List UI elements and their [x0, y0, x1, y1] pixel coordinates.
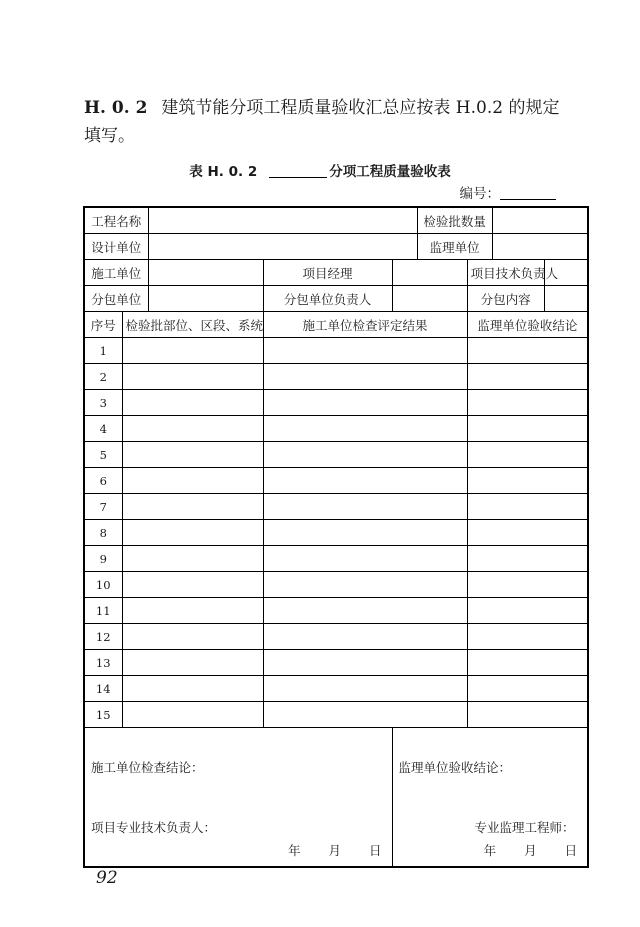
row-number: 5: [84, 442, 122, 468]
row-construction-cell[interactable]: [263, 676, 467, 702]
table-row: [84, 520, 588, 546]
page-number: 92: [96, 868, 118, 888]
row-supervision-cell[interactable]: [467, 624, 588, 650]
row-supervision-cell[interactable]: [467, 676, 588, 702]
label-supervision-unit: 监理单位: [417, 234, 492, 260]
row-construction-cell[interactable]: [263, 442, 467, 468]
label-batch-count: 检验批数量: [417, 207, 492, 234]
row-construction-cell[interactable]: [263, 598, 467, 624]
supervision-conclusion-cell[interactable]: [392, 728, 588, 868]
value-project-manager[interactable]: [392, 260, 467, 286]
info-row-3: [84, 260, 588, 286]
row-supervision-cell[interactable]: [467, 650, 588, 676]
row-number: 14: [84, 676, 122, 702]
value-design-unit[interactable]: [148, 234, 417, 260]
label-tech-lead: 项目技术负责人: [467, 260, 544, 286]
table-row: [84, 442, 588, 468]
value-supervision-unit[interactable]: [492, 234, 588, 260]
row-number: 12: [84, 624, 122, 650]
row-location-cell[interactable]: [122, 390, 263, 416]
supervision-signer-label: 专业监理工程师：: [474, 820, 575, 835]
row-supervision-cell[interactable]: [467, 598, 588, 624]
serial-label: 编号：: [459, 186, 500, 202]
table-row: [84, 390, 588, 416]
table-row: [84, 364, 588, 390]
label-subcontractor-lead: 分包单位负责人: [263, 286, 392, 312]
table-row: [84, 494, 588, 520]
table-title: 分项工程质量验收表: [329, 164, 451, 180]
clause-text: 建筑节能分项工程质量验收汇总应按表 H.0.2 的规定填写。: [84, 98, 560, 146]
row-number: 11: [84, 598, 122, 624]
row-number: 15: [84, 702, 122, 728]
value-subcontractor-lead[interactable]: [392, 286, 467, 312]
row-supervision-cell[interactable]: [467, 546, 588, 572]
label-subcontract-content: 分包内容: [467, 286, 544, 312]
conclusion-row: [84, 728, 588, 868]
row-construction-cell[interactable]: [263, 702, 467, 728]
row-supervision-cell[interactable]: [467, 338, 588, 364]
value-subcontract-content[interactable]: [544, 286, 588, 312]
column-header-row: [84, 312, 588, 338]
row-supervision-cell[interactable]: [467, 572, 588, 598]
row-location-cell[interactable]: [122, 364, 263, 390]
supervision-date: 年 月 日: [483, 843, 578, 858]
construction-conclusion-title: 施工单位检查结论：: [91, 760, 204, 775]
table-row: [84, 598, 588, 624]
table-row: [84, 572, 588, 598]
clause-paragraph: [84, 94, 564, 150]
row-location-cell[interactable]: [122, 546, 263, 572]
table-label: 表 H. 0. 2: [189, 164, 258, 180]
construction-date: 年 月 日: [288, 843, 382, 858]
row-supervision-cell[interactable]: [467, 416, 588, 442]
row-supervision-cell[interactable]: [467, 390, 588, 416]
row-construction-cell[interactable]: [263, 624, 467, 650]
table-row: [84, 702, 588, 728]
row-location-cell[interactable]: [122, 598, 263, 624]
row-number: 3: [84, 390, 122, 416]
header-supervision-result: 监理单位验收结论: [467, 312, 588, 338]
row-supervision-cell[interactable]: [467, 702, 588, 728]
row-supervision-cell[interactable]: [467, 520, 588, 546]
row-location-cell[interactable]: [122, 572, 263, 598]
row-location-cell[interactable]: [122, 520, 263, 546]
row-location-cell[interactable]: [122, 676, 263, 702]
row-location-cell[interactable]: [122, 338, 263, 364]
info-row-1: [84, 207, 588, 234]
row-location-cell[interactable]: [122, 650, 263, 676]
row-number: 4: [84, 416, 122, 442]
table-row: [84, 624, 588, 650]
row-number: 1: [84, 338, 122, 364]
value-construction-unit[interactable]: [148, 260, 263, 286]
header-construction-result: 施工单位检查评定结果: [263, 312, 467, 338]
row-construction-cell[interactable]: [263, 650, 467, 676]
label-design-unit: 设计单位: [84, 234, 148, 260]
construction-conclusion-cell[interactable]: [84, 728, 392, 868]
row-construction-cell[interactable]: [263, 546, 467, 572]
label-subcontractor: 分包单位: [84, 286, 148, 312]
header-seq: 序号: [84, 312, 122, 338]
value-batch-count[interactable]: [492, 207, 588, 234]
row-location-cell[interactable]: [122, 416, 263, 442]
table-row: [84, 338, 588, 364]
row-number: 6: [84, 468, 122, 494]
value-subcontractor[interactable]: [148, 286, 263, 312]
row-construction-cell[interactable]: [263, 338, 467, 364]
item-rows: [84, 338, 588, 728]
label-project-manager: 项目经理: [263, 260, 392, 286]
caption-blank: [269, 177, 327, 178]
label-construction-unit: 施工单位: [84, 260, 148, 286]
row-construction-cell[interactable]: [263, 572, 467, 598]
row-supervision-cell[interactable]: [467, 364, 588, 390]
row-construction-cell[interactable]: [263, 520, 467, 546]
label-project-name: 工程名称: [84, 207, 148, 234]
serial-number: [460, 182, 557, 202]
row-supervision-cell[interactable]: [467, 494, 588, 520]
table-caption: [0, 160, 640, 180]
row-location-cell[interactable]: [122, 624, 263, 650]
row-construction-cell[interactable]: [263, 364, 467, 390]
row-number: 7: [84, 494, 122, 520]
construction-signer-label: 项目专业技术负责人：: [91, 820, 217, 835]
header-location: 检验批部位、区段、系统: [122, 312, 263, 338]
row-number: 2: [84, 364, 122, 390]
serial-blank: [500, 199, 556, 200]
value-project-name[interactable]: [148, 207, 417, 234]
row-number: 9: [84, 546, 122, 572]
row-construction-cell[interactable]: [263, 494, 467, 520]
table-row: [84, 416, 588, 442]
info-row-2: [84, 234, 588, 260]
row-location-cell[interactable]: [122, 442, 263, 468]
table-row: [84, 468, 588, 494]
row-number: 8: [84, 520, 122, 546]
row-number: 13: [84, 650, 122, 676]
clause-number: H. 0. 2: [84, 98, 148, 118]
row-supervision-cell[interactable]: [467, 468, 588, 494]
row-construction-cell[interactable]: [263, 416, 467, 442]
table-row: [84, 546, 588, 572]
row-number: 10: [84, 572, 122, 598]
row-supervision-cell[interactable]: [467, 442, 588, 468]
supervision-conclusion-title: 监理单位验收结论：: [398, 760, 512, 775]
info-row-4: [84, 286, 588, 312]
row-construction-cell[interactable]: [263, 390, 467, 416]
row-location-cell[interactable]: [122, 702, 263, 728]
row-location-cell[interactable]: [122, 494, 263, 520]
table-row: [84, 676, 588, 702]
row-location-cell[interactable]: [122, 468, 263, 494]
row-construction-cell[interactable]: [263, 468, 467, 494]
acceptance-form: [83, 206, 589, 868]
table-row: [84, 650, 588, 676]
